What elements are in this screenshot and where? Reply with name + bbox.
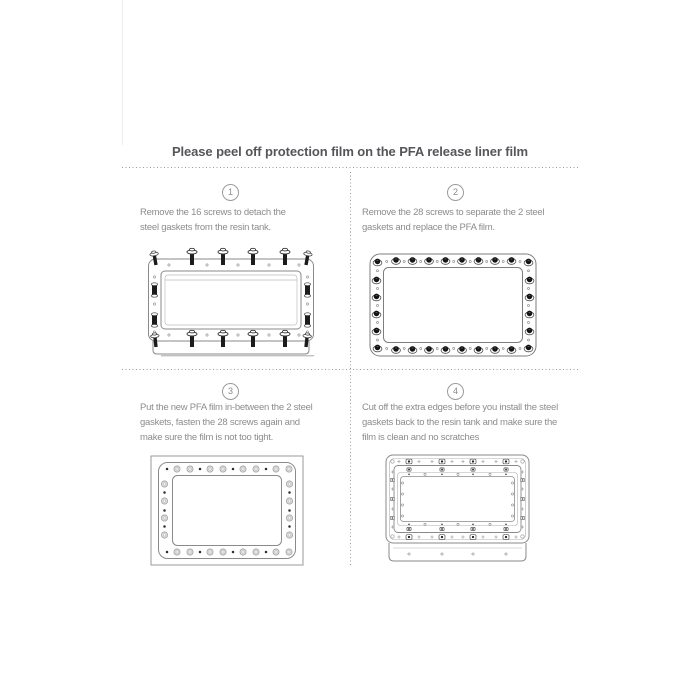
step-3-number-badge: 3: [222, 383, 239, 400]
step-2-number-badge: 2: [447, 184, 464, 201]
row-divider: [122, 369, 578, 370]
page-edge-line: [122, 0, 123, 145]
diagram-step3-film-between-gaskets: [150, 455, 304, 566]
page-title: Please peel off protection film on the PFA release liner film: [171, 144, 529, 159]
diagram-step2-gasket-28-screws: [369, 253, 537, 357]
film-gasket-drawing: [150, 455, 304, 566]
title-divider: [122, 167, 578, 168]
gasket-frame-drawing: [369, 253, 537, 357]
resin-tank-drawing: [147, 244, 315, 357]
diagram-step1-resin-tank-16-screws: [147, 244, 315, 357]
step-1-instructions: Remove the 16 screws to detach the steel gaskets from the resin tank.: [140, 207, 286, 233]
step-1-number-badge: 1: [222, 184, 239, 201]
assembled-tank-drawing: [385, 453, 530, 565]
step-2-instructions: Remove the 28 screws to separate the 2 steel gaskets and replace the PFA film.: [362, 207, 545, 233]
diagram-step4-assembled-tank: [385, 453, 530, 565]
step-3-instructions: Put the new PFA film in-between the 2 steel gaskets, fasten the 28 screws again and make sure the film is not too tight.: [140, 402, 313, 443]
step-4-number-badge: 4: [447, 383, 464, 400]
step-4-instructions: Cut off the extra edges before you install the steel gaskets back to the resin tank and make sure the film is clean and no scratches: [362, 402, 558, 443]
